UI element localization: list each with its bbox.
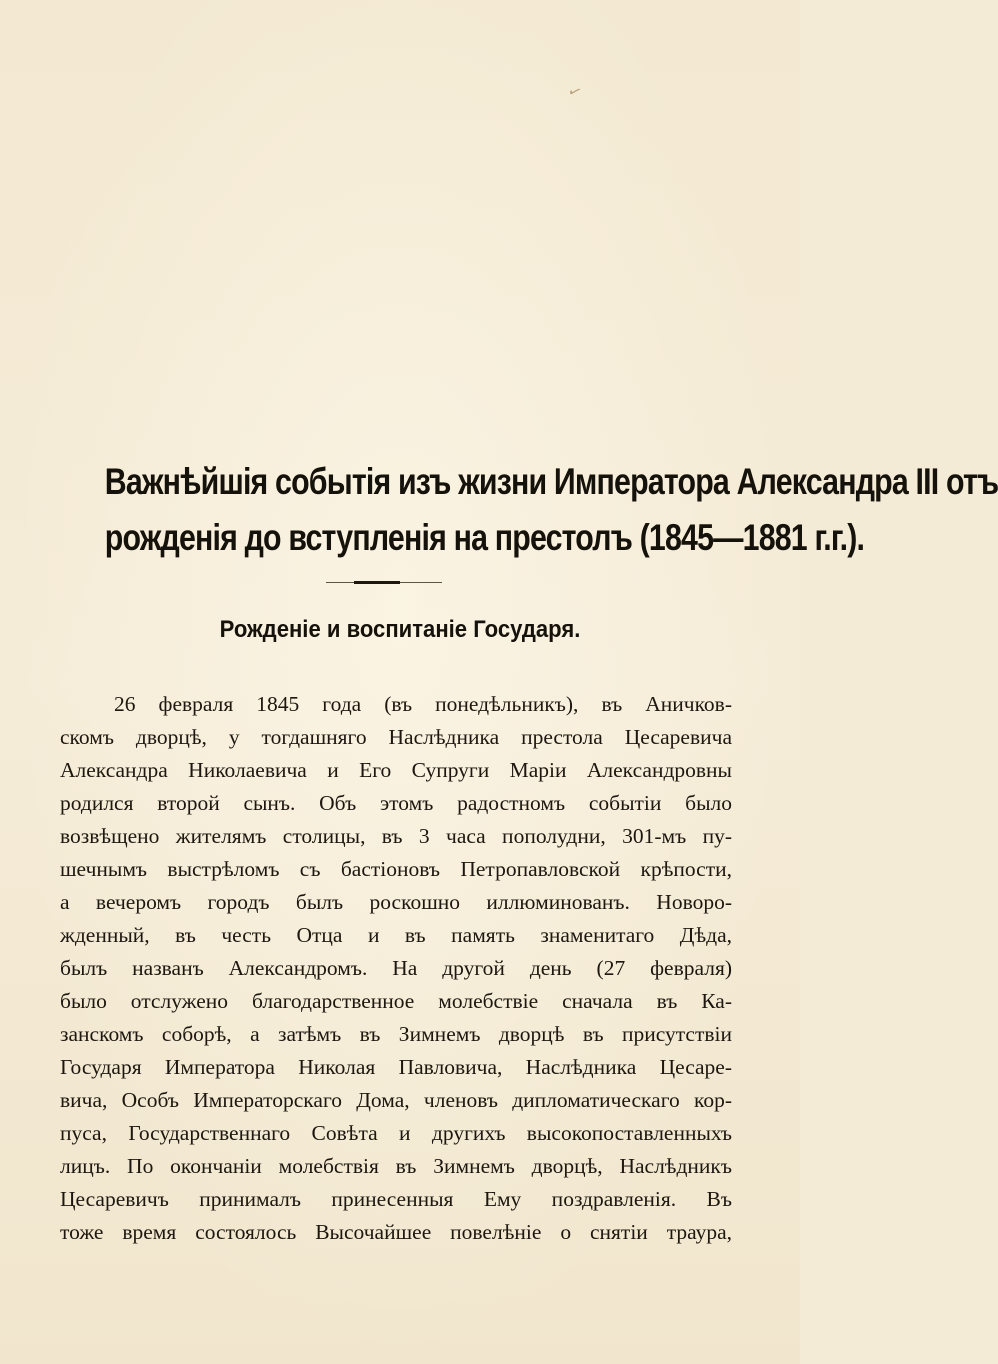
paragraph-line: было отслужено благодарственное молебствіе сначала въ Ка- <box>60 989 732 1013</box>
body-paragraph <box>60 688 732 1249</box>
paragraph-line: занскомъ соборѣ, а затѣмъ въ Зимнемъ дворцѣ въ присутствіи <box>60 1022 732 1046</box>
paragraph-line: былъ названъ Александромъ. На другой день (27 февраля) <box>60 956 732 980</box>
paragraph-line: Цесаревичъ принималъ принесенныя Ему поздравленія. Въ <box>60 1187 732 1211</box>
pencil-check-mark: ✓ <box>564 81 585 103</box>
paragraph-line: а вечеромъ городъ былъ роскошно иллюминованъ. Новоро- <box>60 890 732 914</box>
paragraph-line: 26 февраля 1845 года (въ понедѣльникъ), въ Аничков- <box>114 692 732 716</box>
title-line-1: Важнѣйшія событія изъ жизни Императора Александра III отъ <box>104 461 998 502</box>
paragraph-line: жденный, въ честь Отца и въ память знаменитаго Дѣда, <box>60 923 732 947</box>
section-heading: Рожденіе и воспитаніе Государя. <box>219 616 581 643</box>
paragraph-line: Государя Императора Николая Павловича, Наслѣдника Цесаре- <box>60 1055 732 1079</box>
paragraph-line: возвѣщено жителямъ столицы, въ 3 часа пополудни, 301-мъ пу- <box>60 824 732 848</box>
paragraph-line: лицъ. По окончаніи молебствія въ Зимнемъ дворцѣ, Наслѣдникъ <box>60 1154 732 1178</box>
divider-rule-center <box>354 581 400 584</box>
paragraph-line: вича, Особъ Императорскаго Дома, членовъ дипломатическаго кор- <box>60 1088 732 1112</box>
paragraph-line: Александра Николаевича и Его Супруги Маріи Александровны <box>60 758 732 782</box>
paragraph-line: тоже время состоялось Высочайшее повелѣніе о снятіи траура, <box>60 1220 732 1244</box>
paragraph-line: родился второй сынъ. Объ этомъ радостномъ событіи было <box>60 791 732 815</box>
title-line-2: рожденія до вступленія на престолъ (1845—1881 г.г.). <box>104 517 865 558</box>
paragraph-line: пуса, Государственнаго Совѣта и другихъ высокопоставленныхъ <box>60 1121 732 1145</box>
paragraph-line: шечнымъ выстрѣломъ съ бастіоновъ Петропавловской крѣпости, <box>60 857 732 881</box>
paragraph-line: скомъ дворцѣ, у тогдашняго Наслѣдника престола Цесаревича <box>60 725 732 749</box>
